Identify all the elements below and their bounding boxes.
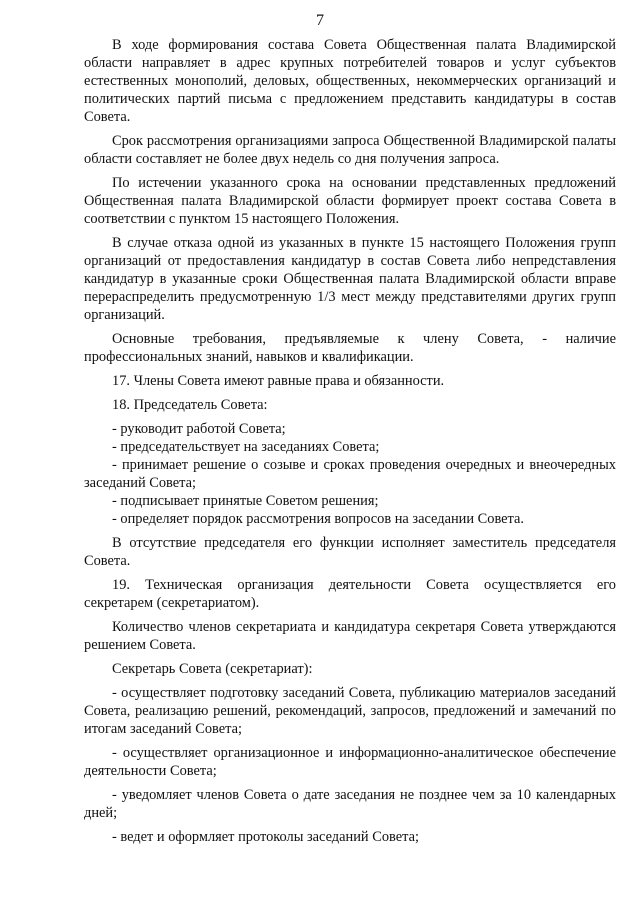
list-item-secretary-1: - осуществляет подготовку заседаний Совета, публикацию материалов заседаний Совета, реализацию решений, рекомендаций, запросов, предложений и замечаний по итогам заседаний Совета; (84, 685, 616, 737)
paragraph-clause-17: 17. Члены Совета имеют равные права и обязанности. (112, 373, 445, 389)
paragraph-requirements: Основные требования, предъявляемые к члену Совета, - наличие профессиональных знаний, навыков и квалификации. (84, 331, 616, 365)
paragraph-draft-composition: По истечении указанного срока на основании представленных предложений Общественная палата Владимирской области формирует проект состава Совета в соответствии с пунктом 15 настоящего Положения. (84, 175, 616, 227)
list-item-chair-2: - председательствует на заседаниях Совета; (112, 439, 380, 455)
paragraph-secretary: Секретарь Совета (секретариат): (112, 661, 313, 677)
list-item-secretary-2: - осуществляет организационное и информационно-аналитическое обеспечение деятельности Совета; (84, 745, 616, 779)
document-body (84, 36, 616, 852)
list-item-chair-5: - определяет порядок рассмотрения вопросов на заседании Совета. (112, 511, 525, 527)
paragraph-secretariat-size: Количество членов секретариата и кандидатура секретаря Совета утверждаются решением Совета. (84, 619, 616, 653)
paragraph-refusal: В случае отказа одной из указанных в пункте 15 настоящего Положения групп организаций от предоставления кандидатур в состав Совета либо непредставления кандидатур в указанные сроки Общественная палата Владимирской области вправе перераспределить предусмотренную 1/3 мест между представителями других групп организаций. (84, 235, 616, 323)
paragraph-clause-18: 18. Председатель Совета: (112, 397, 268, 413)
list-item-secretary-4: - ведет и оформляет протоколы заседаний Совета; (112, 829, 419, 845)
page-number: 7 (316, 12, 324, 29)
list-item-chair-1: - руководит работой Совета; (112, 421, 286, 437)
paragraph-review-period: Срок рассмотрения организациями запроса Общественной Владимирской палаты области составляет не более двух недель со дня получения запроса. (84, 133, 616, 167)
paragraph-formation: В ходе формирования состава Совета Общественная палата Владимирской области направляет в адрес крупных потребителей товаров и услуг субъектов естественных монополий, деловых, общественных, некоммерческих организаций и политических партий письма с предложением представить кандидатуры в состав Совета. (84, 37, 616, 125)
paragraph-clause-19: 19. Техническая организация деятельности Совета осуществляется его секретарем (секретариатом). (84, 577, 616, 611)
paragraph-deputy: В отсутствие председателя его функции исполняет заместитель председателя Совета. (84, 535, 616, 569)
list-item-chair-4: - подписывает принятые Советом решения; (112, 493, 379, 509)
list-item-secretary-3: - уведомляет членов Совета о дате заседания не позднее чем за 10 календарных дней; (84, 787, 616, 821)
list-item-chair-3: - принимает решение о созыве и сроках проведения очередных и внеочередных заседаний Совета; (84, 457, 616, 491)
